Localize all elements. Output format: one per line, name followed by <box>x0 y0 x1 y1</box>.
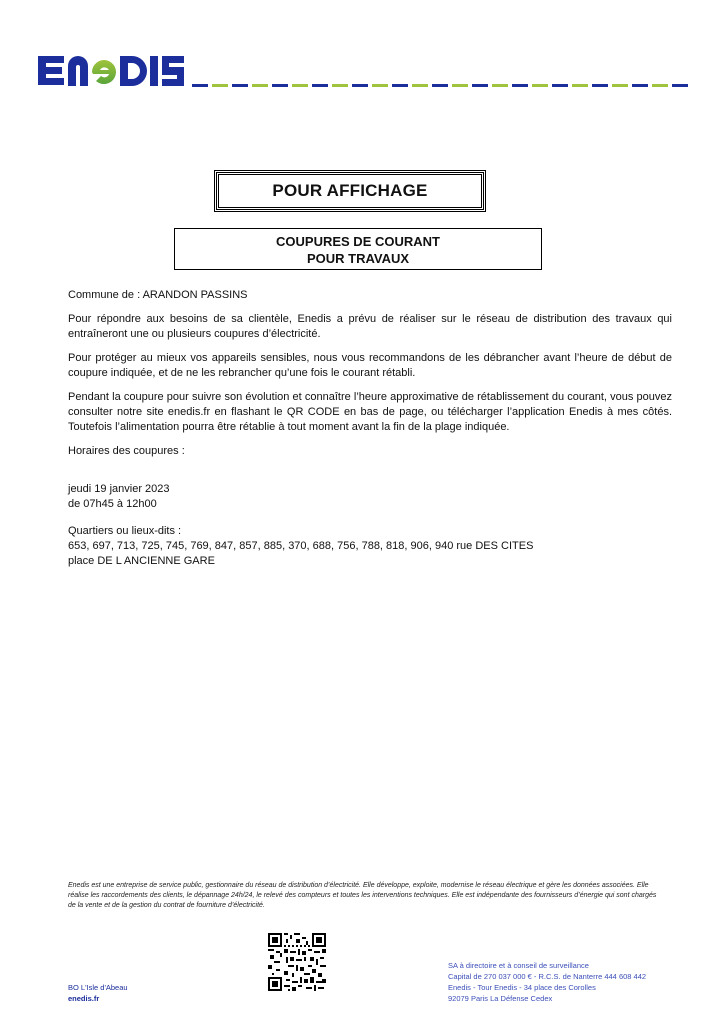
pour-affichage-title: POUR AFFICHAGE <box>272 181 428 200</box>
schedule-heading: Horaires des coupures : <box>68 445 185 457</box>
footer-company-line: Capital de 270 037 000 € - R.C.S. de Nanterre 444 608 442 <box>448 972 647 981</box>
pour-affichage-box <box>216 172 484 210</box>
places-line-1: 653, 697, 713, 725, 745, 769, 847, 857, 885, 370, 688, 756, 788, 818, 906, 940 rue DES CITES <box>68 540 534 552</box>
coupures-title-line2: POUR TRAVAUX <box>306 251 410 266</box>
footer-company-line: Enedis - Tour Enedis - 34 place des Corolles <box>448 983 596 992</box>
schedule-time: de 07h45 à 12h00 <box>68 498 157 510</box>
footer-website-link[interactable]: enedis.fr <box>68 994 100 1003</box>
notice-body <box>68 288 672 468</box>
legal-notice: Enedis est une entreprise de service public, gestionnaire du réseau de distribution d’électricité. Elle développe, exploite, modernise le réseau électrique et gère les données associées. Elle réalise les raccordements des clients, le dépannage 24h/24, le relevé des compteurs et toutes les interventions techniques. Elle est indépendante des fournisseurs d’énergie qui sont chargés de la vente et de la gestion du contrat de fourniture d’électricité. <box>68 882 657 909</box>
schedule-date: jeudi 19 janvier 2023 <box>68 483 170 495</box>
footer-left <box>68 982 128 1004</box>
footer-company-line: 92079 Paris La Défense Cedex <box>448 994 553 1003</box>
coupures-title-line1: COUPURES DE COURANT <box>276 234 440 249</box>
places-line-2: place DE L ANCIENNE GARE <box>68 555 215 567</box>
paragraph-protection: Pour protéger au mieux vos appareils sensibles, nous vous recommandons de les débrancher avant l’heure de début de coupure indiquée, et de ne les rebrancher qu’une fois le courant rétabli. <box>68 352 672 379</box>
brand-dash-line <box>192 84 692 87</box>
schedule-block <box>68 482 672 569</box>
paragraph-follow: Pendant la coupure pour suivre son évolution et connaître l’heure approximative de rétablissement du courant, vous pouvez consulter notre site enedis.fr en flashant le QR CODE en bas de page, ou télécharger l’application Enedis à mes côtés. Toutefois l’alimentation pourra être rétablie à tout moment avant la fin de la plage indiquée. <box>68 391 672 433</box>
coupures-box <box>174 228 542 270</box>
qr-code[interactable] <box>268 933 326 991</box>
footer-office: BO L'Isle d'Abeau <box>68 983 128 992</box>
paragraph-intro: Pour répondre aux besoins de sa clientèle, Enedis a prévu de réaliser sur le réseau de distribution des travaux qui entraîneront une ou plusieurs coupures d’électricité. <box>68 313 672 340</box>
places-heading: Quartiers ou lieux-dits : <box>68 525 182 537</box>
enedis-logo <box>36 52 186 90</box>
footer-company-line: SA à directoire et à conseil de surveillance <box>448 961 589 970</box>
commune-line: Commune de : ARANDON PASSINS <box>68 289 248 301</box>
footer-company-info <box>448 960 646 1004</box>
